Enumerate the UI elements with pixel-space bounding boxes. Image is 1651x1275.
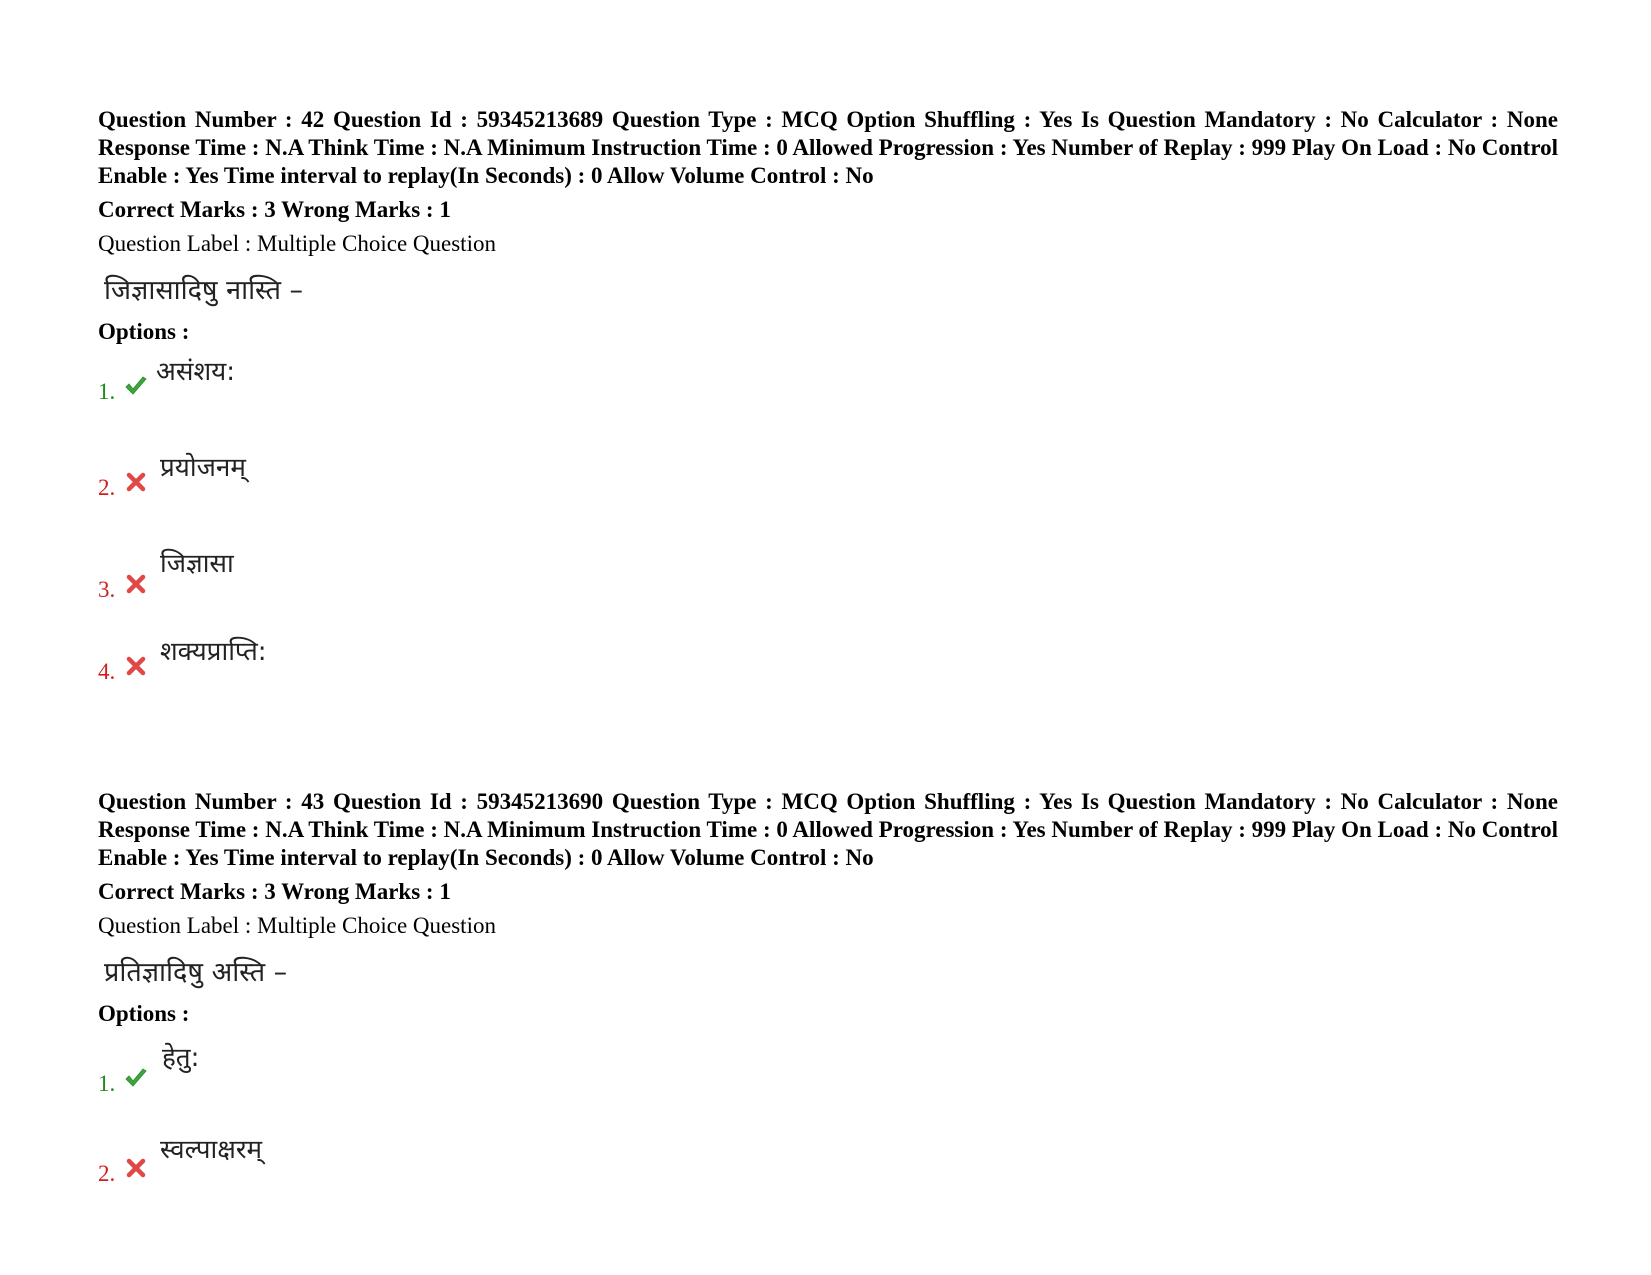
cross-icon [124, 1156, 148, 1180]
option-text: जिज्ञासा [160, 549, 234, 579]
question-marks: Correct Marks : 3 Wrong Marks : 1 [98, 879, 451, 904]
question-block-42 [98, 106, 1558, 686]
options-heading: Options : [98, 319, 190, 344]
cross-icon [124, 470, 148, 494]
option-number: 2. [98, 1161, 116, 1186]
option-1 [98, 1042, 1558, 1104]
option-2 [98, 452, 1558, 508]
question-label: Question Label : Multiple Choice Question [98, 913, 496, 938]
option-text: हेतु: [162, 1043, 200, 1073]
option-text: असंशय: [156, 357, 235, 387]
check-icon [124, 1066, 148, 1090]
option-1 [98, 356, 1558, 412]
option-number: 2. [98, 475, 116, 500]
option-text: स्वल्पाक्षरम् [160, 1135, 263, 1165]
cross-icon [124, 572, 148, 596]
option-number: 4. [98, 659, 116, 684]
question-stem: प्रतिज्ञादिषु अस्ति – [104, 957, 288, 988]
option-4 [98, 636, 1558, 686]
question-block-43 [98, 788, 1558, 1190]
option-number: 1. [98, 379, 116, 404]
option-text: शक्यप्राप्ति: [160, 637, 267, 667]
check-icon [124, 374, 148, 398]
question-label: Question Label : Multiple Choice Question [98, 231, 496, 256]
cross-icon [124, 654, 148, 678]
options-heading: Options : [98, 1001, 190, 1026]
option-text: प्रयोजनम् [160, 453, 246, 483]
option-number: 1. [98, 1071, 116, 1096]
question-marks: Correct Marks : 3 Wrong Marks : 1 [98, 197, 451, 222]
question-meta: Question Number : 42 Question Id : 59345213689 Question Type : MCQ Option Shuffling : Yes Is Question Mandatory : No Calculator : None Response Time : N.A Think Time : N.A Minimum Instruction Time : 0 Allowed Progression : Yes Number of Replay : 999 Play On Load : No Control Enable : Yes Time interval to replay(In Seconds) : 0 Allow Volume Control : No [98, 107, 1558, 188]
option-3 [98, 548, 1558, 610]
question-meta: Question Number : 43 Question Id : 59345213690 Question Type : MCQ Option Shuffling : Yes Is Question Mandatory : No Calculator : None Response Time : N.A Think Time : N.A Minimum Instruction Time : 0 Allowed Progression : Yes Number of Replay : 999 Play On Load : No Control Enable : Yes Time interval to replay(In Seconds) : 0 Allow Volume Control : No [98, 789, 1558, 870]
option-number: 3. [98, 577, 116, 602]
option-2 [98, 1134, 1558, 1190]
question-stem: जिज्ञासादिषु नास्ति – [104, 275, 304, 306]
